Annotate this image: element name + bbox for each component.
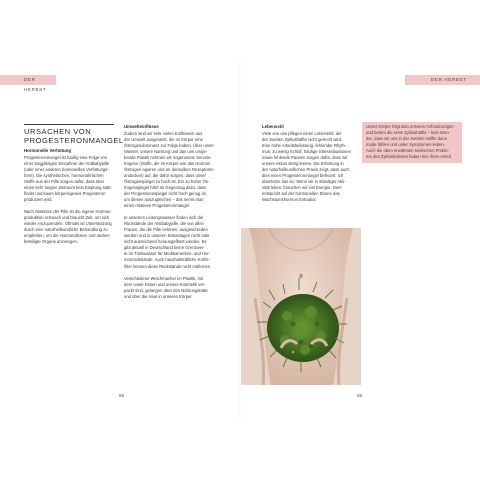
column2-para1 — [124, 131, 220, 210]
text-line: form). Die synthetischen, hormonähnlichen — [24, 172, 104, 178]
text-line: produktion schwach und braucht Zeit, um sich — [24, 214, 110, 220]
section-title-line1: URSACHEN VON — [24, 127, 92, 136]
text-line: Eine hohe Arbeitsbelastung, fehlender Rhyth- — [262, 142, 347, 148]
text-line: unsere Akkus stetig leeren. Die Erfahrung in — [262, 160, 344, 166]
text-column-2 — [124, 124, 220, 300]
column2-para3 — [124, 276, 220, 300]
text-line: nicht ausreichend herausgefiltert werden. Es — [124, 239, 207, 245]
text-line: der naturheilkundlichen Praxis zeigt, dass auch — [262, 166, 350, 172]
text-line: übersetze das so: Wenn wir in ständiger Akti- — [262, 178, 346, 184]
text-line: Wachstumshormon Estradiol. — [262, 197, 317, 203]
text-line: bende Plastik nehmen wir sogenannte Xenoös- — [124, 154, 212, 160]
subheading-hormonal-contraception: Hormonelle Verhütung — [24, 148, 72, 153]
text-line: der Progesteronspiegel nicht hoch genug ist, — [124, 191, 207, 197]
text-line: müde fühlen und unter Symptomen leiden. — [366, 142, 445, 148]
text-line: andocken) auf, die dafür sorgen, dass unser — [124, 172, 206, 178]
text-column-3 — [262, 124, 360, 203]
text-line: um diesen auszugleichen – das nennt man — [124, 197, 204, 203]
text-line: Östrogendominanz zur Folge haben. Über unser — [124, 142, 214, 148]
text-line: te im Trinkwasser für Medikamenten- und Hor- — [124, 251, 211, 257]
text-line: wieder einzupendeln. Oftmals ist Unterstützung — [24, 221, 112, 227]
column3-para1 — [262, 131, 360, 204]
callout-box — [362, 122, 462, 163]
text-line: Rückstände der Antibabypille, die von allen — [124, 221, 204, 227]
section-title — [24, 124, 124, 145]
text-line: Östrogen agieren und an denselben Rezeptoren — [124, 166, 214, 172]
text-line: Progesteronmangel ist häufig eine Folge von — [24, 154, 108, 160]
text-line: einen sehr langen Zeitraum kein Eisprung statt- — [24, 184, 112, 190]
text-line: Wasser, unsere Nahrung und das uns umge- — [124, 148, 208, 154]
photo-herbs-over-body — [241, 228, 361, 385]
text-line: monrückstände. Auch haushaltsübliche Kohle- — [124, 257, 210, 263]
text-line: Verschiedene Weichmacher im Plastik, mit — [124, 275, 204, 281]
text-line: trogenspiegel führt im Gegenzug dazu, dass — [124, 184, 207, 190]
text-line: beteiligte Organe anzuregen. — [24, 239, 79, 245]
text-line: dem unser Essen und unsere Kosmetik ver- — [124, 281, 206, 287]
text-line: gibt aktuell in Deutschland keine Grenzwer- — [124, 245, 205, 251]
column1-para1 — [24, 155, 114, 203]
text-line: Östrogenspiegel zu hoch ist. Ein zu hoher Ös- — [124, 178, 210, 184]
text-line: trogene (Stoffe, die im Körper wie das Hormon — [124, 160, 211, 166]
subheading-lifestyle: Lebensstil — [262, 124, 284, 129]
text-line: einer langjährigen Einnahme der Antibabypille — [24, 160, 110, 166]
text-line: Stoffe aus der Pille sorgen dafür, dass über — [24, 178, 105, 184]
text-line: In unserem Leitungswasser finden sich die — [124, 215, 204, 221]
column1-para2 — [24, 209, 114, 245]
text-line: der zweiten Zyklushälfte nicht gerecht wird. — [262, 136, 343, 142]
page-number-right: 69 — [357, 393, 363, 398]
column2-para2 — [124, 215, 220, 269]
text-line: (oder einer anderen hormonellen Verhütungs- — [24, 166, 109, 172]
text-column-1 — [24, 148, 114, 245]
text-line: Auch die oben erwähnten seelischen Proble- — [366, 148, 450, 154]
text-line: durch eine naturheilkundliche Behandlung zu — [24, 227, 108, 233]
text-line: werden und in unseren Kläranlagen nicht oder — [124, 233, 210, 239]
text-line: findet und kaum körpereigenes Progesteron — [24, 190, 106, 196]
text-line: Frauen, die die Pille nehmen, ausgeschieden — [124, 227, 208, 233]
running-header-right-label: DER HERBST — [431, 77, 467, 82]
herb-bouquet-icon — [241, 228, 361, 385]
text-line: filter können diese Rückstände nicht entfernen. — [124, 263, 212, 269]
running-header-left — [0, 75, 56, 92]
text-line: Nach Absetzen der Pille ist die eigene Hormon- — [24, 208, 112, 214]
text-line: Unser Körper folgt also unseren Anforderungen — [366, 124, 454, 129]
text-line: mus, zu wenig Schlaf, häufige Stresssituationen — [262, 148, 351, 154]
text-line: der, dass wir uns in der zweiten Hälfte dann — [366, 136, 448, 142]
text-line: und über die Haut in unseren Körper. — [124, 293, 193, 299]
text-line: und betont die erste Zyklushälfte – kein Wun- — [366, 130, 450, 136]
subheading-environment: Umwelteinflüsse — [124, 124, 159, 129]
text-line: vität leben, brauchen wir viel Energie. Dem — [262, 184, 342, 190]
text-line: packt sind, gelangen über den Nahrungstrakt — [124, 287, 208, 293]
text-line: der Umwelt ausgesetzt, die im Körper eine — [124, 136, 203, 142]
page-number-left: 68 — [119, 393, 125, 398]
section-title-line2: PROGESTERONMANGEL — [24, 136, 124, 145]
text-line: empfehlen, um die Hormondrüsen und andere — [24, 233, 110, 239]
text-line: me des Zyklushebotes haben hier ihren Anteil. — [366, 154, 452, 160]
text-line: produziert wird. — [24, 196, 53, 202]
text-line: sowie fehlende Pausen sorgen dafür, dass wir — [262, 154, 348, 160]
text-line: Viele von uns pflegen einen Lebensstil, der — [262, 130, 342, 136]
text-line: einen relativen Progesteronmangel. — [124, 203, 191, 209]
text-line: entspricht auf der hormonellen Ebene das — [262, 191, 340, 197]
running-header-left-label: DER HERBST — [24, 77, 47, 92]
text-line: dies einen Progesteronmangel befeuert. Ich — [262, 172, 344, 178]
running-header-right — [405, 75, 480, 85]
text-line: Zudem sind wir sehr vielen Einflüssen aus — [124, 130, 203, 136]
